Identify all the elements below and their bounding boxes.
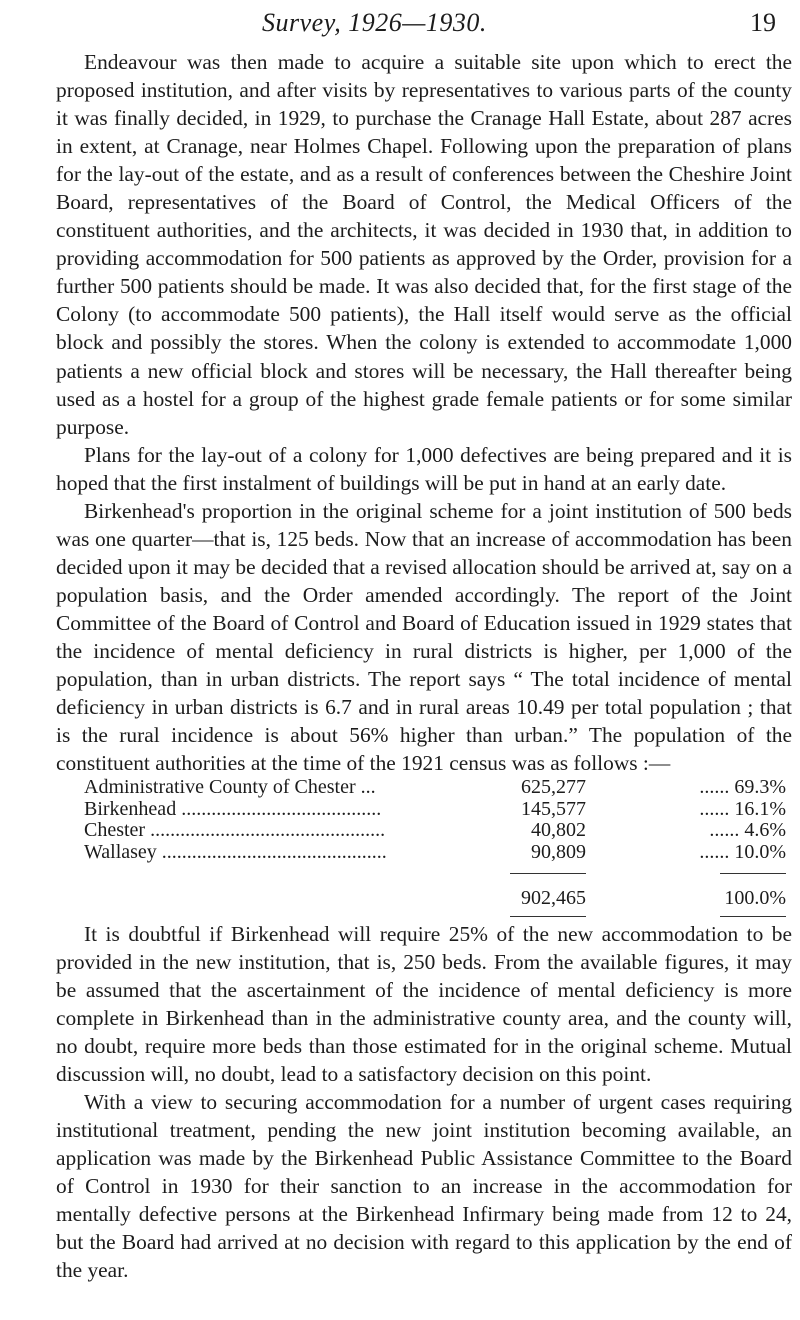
census-dots: ......	[699, 776, 730, 799]
census-row	[56, 820, 792, 842]
census-percent-value: 4.6%	[744, 819, 786, 842]
census-row	[56, 777, 792, 799]
census-population: 145,577	[521, 797, 586, 820]
census-percent	[699, 799, 786, 821]
census-population: 90,809	[531, 841, 586, 863]
census-percent-value: 16.1%	[734, 797, 786, 820]
census-dots: ......	[699, 841, 730, 863]
census-area: Administrative County of Chester ...	[84, 776, 376, 799]
census-area: Birkenhead ........................................	[84, 797, 382, 820]
census-percent-value: 10.0%	[734, 841, 786, 863]
census-row	[56, 799, 792, 821]
running-head	[0, 8, 800, 48]
census-total-percent: 100.0%	[724, 886, 786, 909]
census-population: 40,802	[531, 819, 586, 842]
census-total-row	[56, 880, 792, 920]
paragraph-birkenhead-requirement: It is doubtful if Birkenhead will require 25% of the new accommodation to be provided in the new institution, that is, 250 beds. From the available figures, it may be assumed that the ascertainment of the incidence of mental deficiency is more complete in Birkenhead than in the administrative county area, and the county will, no doubt, require more beds than those estimated for in the original scheme. Mutual discussion will, no doubt, lead to a satisfactory decision on this point.	[56, 921, 792, 1086]
census-row	[56, 842, 792, 864]
total-rule-percent	[720, 873, 786, 874]
running-title: Survey, 1926—1930.	[262, 8, 487, 37]
census-table	[56, 777, 792, 919]
census-area: Chester ...............................................	[84, 819, 386, 842]
total-underline-population	[510, 916, 586, 917]
census-population: 625,277	[521, 776, 586, 799]
page-number: 19	[750, 8, 776, 37]
paragraph-colony-plans: Plans for the lay-out of a colony for 1,000 defectives are being prepared and it is hoped that the first instalment of buildings will be put in hand at an early date.	[56, 442, 792, 495]
census-dots: ......	[709, 819, 740, 842]
body-text	[56, 48, 792, 1284]
census-total-population: 902,465	[521, 886, 586, 909]
paragraph-site-acquisition: Endeavour was then made to acquire a suitable site upon which to erect the proposed institution, and after visits by representatives to various parts of the county it was finally decided, in 1929, to purchase the Cranage Hall Estate, about 287 acres in extent, at Cranage, near Holmes Chapel. Following upon the preparation of plans for the lay-out of the estate, and as a result of conferences between the Cheshire Joint Board, representatives of the Board of Control, the Medical Officers of the constituent authorities, and the architects, it was decided in 1930 that, in addition to providing accommodation for 500 patients as approved by the Order, provision for a further 500 patients should be made. It was also decided that, for the first stage of the Colony (to accommodate 500 patients), the Hall itself would serve as the official block and possibly the stores. When the colony is extended to accommodate 1,000 patients a new official block and stores will be necessary, the Hall thereafter being used as a hostel for a group of the highest grade female patients or for some similar purpose.	[56, 50, 792, 439]
census-rules-top	[56, 864, 792, 880]
census-dots: ......	[699, 797, 730, 820]
census-percent	[699, 842, 786, 864]
census-percent	[699, 777, 786, 799]
paragraph-urgent-cases: With a view to securing accommodation for a number of urgent cases requiring institutional treatment, pending the new joint institution becoming available, an application was made by the Birkenhead Public Assistance Committee to the Board of Control in 1930 for their sanction to an increase in the accommodation for mentally defective persons at the Birkenhead Infirmary being made from 12 to 24, but the Board had arrived at no decision with regard to this application by the end of the year.	[56, 1089, 792, 1283]
census-percent-value: 69.3%	[734, 776, 786, 799]
paragraph-birkenhead-proportion: Birkenhead's proportion in the original scheme for a joint institution of 500 beds was one quarter—that is, 125 beds. Now that an increase of accommodation has been decided upon it may be decided that a revised allocation should be arrived at, say on a population basis, and the Order amended accordingly. The report of the Joint Committee of the Board of Control and Board of Education issued in 1929 states that the incidence of mental deficiency in rural districts is higher, per 1,000 of the population, than in urban districts. The report says “ The total incidence of mental deficiency in urban districts is 6.7 and in rural areas 10.49 per total population ; that is the rural incidence is about 56% higher than urban.” The population of the constituent authorities at the time of the 1921 census was as follows :—	[56, 498, 792, 776]
census-percent	[709, 820, 786, 842]
census-area: Wallasey .............................................	[84, 841, 387, 863]
total-underline-percent	[720, 916, 786, 917]
total-rule-population	[510, 873, 586, 874]
